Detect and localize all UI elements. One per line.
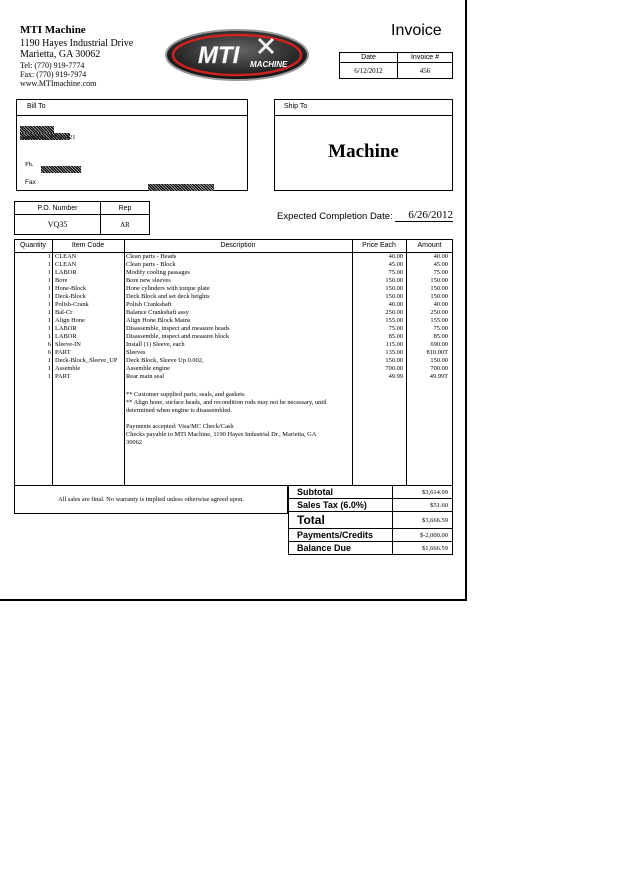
line-item-price: 75.00 xyxy=(388,325,403,332)
line-item-price: 150.00 xyxy=(385,285,403,292)
ship-to-name: Machine xyxy=(328,141,399,162)
line-item-code: Bal-Cr xyxy=(55,309,73,316)
line-item-desc: Polish Crankshaft xyxy=(126,301,172,308)
line-item-code: Bore xyxy=(55,277,68,284)
line-item-code: Hone-Block xyxy=(55,285,87,292)
line-item-qty: 1 xyxy=(47,293,51,300)
line-item-qty: 1 xyxy=(47,325,51,332)
line-item-price: 40.00 xyxy=(388,301,403,308)
company-tel: Tel: (770) 919-7774 xyxy=(20,61,85,70)
line-item-desc: Rear main seal xyxy=(126,373,164,380)
line-item-code: CLEAN xyxy=(55,261,77,268)
line-item-desc: Sleeves xyxy=(126,349,146,356)
col-header-quantity: Quantity xyxy=(19,242,47,249)
line-item-amount: 155.00 xyxy=(430,317,448,324)
line-item-code: LABOR xyxy=(55,269,77,276)
subtotal-label: Subtotal xyxy=(289,486,393,499)
col-header-description: Description xyxy=(220,242,256,249)
payments-label: Payments/Credits xyxy=(289,529,393,542)
sales-tax-label: Sales Tax (6.0%) xyxy=(289,499,393,512)
line-item-desc: Align Hone Block Mains xyxy=(126,317,191,324)
line-item-qty: 1 xyxy=(47,317,51,324)
line-item-code: Align Hone xyxy=(55,317,85,324)
price-column xyxy=(352,253,403,381)
note-line: Payments accepted: Visa/MC Check/Cash xyxy=(126,423,234,430)
total-label: Total xyxy=(289,512,393,529)
bill-to-label: Bill To xyxy=(17,100,247,116)
company-fax: Fax: (770) 919-7974 xyxy=(20,70,87,79)
payments-value: $-2,000.00 xyxy=(393,529,453,542)
line-item-qty: 1 xyxy=(47,277,51,284)
line-item-desc: Bore new sleeves xyxy=(126,277,171,284)
balance-due-value: $1,666.59 xyxy=(393,542,453,555)
total-value: $3,666.59 xyxy=(393,512,453,529)
line-item-code: CLEAN xyxy=(55,253,77,260)
invoice-notes xyxy=(126,391,351,447)
line-item-qty: 1 xyxy=(47,357,51,364)
company-address1: 1190 Hayes Industrial Drive xyxy=(20,38,134,49)
balance-due-label: Balance Due xyxy=(289,542,393,555)
line-item-amount: 690.00 xyxy=(430,341,448,348)
ship-to-box xyxy=(274,99,453,191)
line-item-amount: 45.00 xyxy=(433,261,448,268)
line-item-qty: 6 xyxy=(47,341,51,348)
company-address2: Marietta, GA 30062 xyxy=(20,49,101,60)
amount-column xyxy=(406,253,448,381)
line-item-code: PART xyxy=(55,373,71,380)
line-item-desc: Balance Crankshaft assy xyxy=(126,309,189,316)
line-item-price: 155.00 xyxy=(385,317,403,324)
completion-label: Expected Completion Date: xyxy=(277,211,393,222)
logo-text-sub: MACHINE xyxy=(250,60,288,69)
description-column xyxy=(126,253,351,381)
subtotal-value: $3,614.99 xyxy=(393,486,453,499)
date-header: Date xyxy=(340,53,398,63)
line-item-desc: Clean parts - Block xyxy=(126,261,176,268)
line-item-qty: 1 xyxy=(47,365,51,372)
line-item-code: LABOR xyxy=(55,333,77,340)
bill-to-phone-label: Ph. xyxy=(25,161,34,168)
line-item-amount: 40.00 xyxy=(433,253,448,260)
line-item-price: 250.00 xyxy=(385,309,403,316)
po-number-header: P.O. Number xyxy=(15,202,101,215)
line-item-code: PART xyxy=(55,349,71,356)
col-header-amount: Amount xyxy=(417,242,442,249)
item-code-column xyxy=(55,253,124,381)
line-item-desc: Deck Block, Sleeve Up 0.002, xyxy=(126,357,204,364)
line-item-amount: 250.00 xyxy=(430,309,448,316)
line-item-desc: Disassemble, inspect and measure block xyxy=(126,333,230,340)
note-line: ** Customer supplied parts, seals, and gaskets xyxy=(126,391,245,398)
line-item-desc: Install (1) Sleeve, each xyxy=(126,341,185,348)
line-item-amount: 150.00 xyxy=(430,357,448,364)
line-item-price: 75.00 xyxy=(388,269,403,276)
note-line: 30062 xyxy=(126,439,142,446)
line-item-qty: 1 xyxy=(47,261,51,268)
qty-column xyxy=(14,253,51,381)
line-item-code: Polish-Crank xyxy=(55,301,89,308)
po-rep-table xyxy=(14,201,150,235)
line-item-price: 49.99 xyxy=(388,373,403,380)
rep-header: Rep xyxy=(101,202,150,215)
line-item-desc: Assemble engine xyxy=(126,365,170,372)
line-item-price: 150.00 xyxy=(385,277,403,284)
line-item-amount: 700.00 xyxy=(430,365,448,372)
po-number: VQ35 xyxy=(15,215,101,235)
line-item-code: LABOR xyxy=(55,325,77,332)
line-item-price: 150.00 xyxy=(385,357,403,364)
company-website: www.MTImachine.com xyxy=(20,79,97,88)
line-item-qty: 1 xyxy=(47,333,51,340)
line-item-amount: 150.00 xyxy=(430,285,448,292)
line-item-qty: 1 xyxy=(47,309,51,316)
line-item-desc: Deck Block and set deck heights xyxy=(126,293,210,300)
redacted-phone xyxy=(41,166,81,173)
line-item-code: Deck-Block xyxy=(55,293,86,300)
line-item-qty: 1 xyxy=(47,285,51,292)
line-item-code: Sleeve-IN xyxy=(55,341,81,348)
line-item-desc: Disassemble, inspect and measure heads xyxy=(126,325,230,332)
redacted-fax xyxy=(148,184,214,191)
line-item-desc: Clean parts - Heads xyxy=(126,253,177,260)
line-item-qty: 1 xyxy=(47,301,51,308)
bill-to-fax-label: Fax xyxy=(25,179,36,186)
ship-to-label: Ship To xyxy=(275,100,452,116)
line-item-price: 150.00 xyxy=(385,293,403,300)
sales-tax-value: $51.60 xyxy=(393,499,453,512)
invoice-date: 6/12/2012 xyxy=(340,63,398,79)
line-item-code: Deck-Block_Sleeve_UP xyxy=(55,357,118,364)
rep-value: AR xyxy=(101,215,150,235)
invoice-title: Invoice xyxy=(391,22,442,39)
col-header-price-each: Price Each xyxy=(362,242,396,249)
line-item-desc: Modify cooling passages xyxy=(126,269,190,276)
footer-note-box xyxy=(14,485,288,514)
bill-to-box xyxy=(16,99,248,191)
line-item-price: 115.00 xyxy=(385,341,403,348)
invoice-date-table xyxy=(339,52,453,79)
line-item-price: 45.00 xyxy=(388,261,403,268)
footer-note: All sales are final. No warranty is implied unless otherwise agreed upon. xyxy=(58,496,244,503)
line-item-amount: 150.00 xyxy=(430,293,448,300)
totals-table xyxy=(288,485,453,555)
company-name: MTI Machine xyxy=(20,24,86,36)
note-line: Checks payable to MTI Machine, 1190 Hayes Industrial Dr., Marietta, GA xyxy=(126,431,317,438)
line-item-amount: 810.00T xyxy=(426,349,448,356)
line-item-amount: 75.00 xyxy=(433,325,448,332)
line-item-amount: 75.00 xyxy=(433,269,448,276)
line-item-amount: 49.99T xyxy=(429,373,448,380)
note-line xyxy=(126,415,351,423)
line-item-qty: 1 xyxy=(47,269,51,276)
company-logo xyxy=(164,27,310,82)
note-line: ** Align hone, surface heads, and recondition rods may not be necessary, until xyxy=(126,399,327,406)
bill-to-city: Andalusia, AL 36421 xyxy=(20,134,76,141)
line-item-qty: 1 xyxy=(47,373,51,380)
invoice-number: 456 xyxy=(398,63,453,79)
invoice-number-header: Invoice # xyxy=(398,53,453,63)
line-item-code: Assemble xyxy=(55,365,81,372)
line-item-price: 85.00 xyxy=(388,333,403,340)
line-item-price: 40.00 xyxy=(388,253,403,260)
line-item-amount: 85.00 xyxy=(433,333,448,340)
note-line: determined when engine is disassembled. xyxy=(126,407,232,414)
line-item-price: 135.00 xyxy=(385,349,403,356)
line-item-qty: 6 xyxy=(47,349,51,356)
line-item-amount: 150.00 xyxy=(430,277,448,284)
line-item-desc: Hone cylinders with torque plate xyxy=(126,285,210,292)
completion-date: 6/26/2012 xyxy=(395,209,453,222)
line-item-qty: 1 xyxy=(47,253,51,260)
col-header-item-code: Item Code xyxy=(71,242,105,249)
line-item-amount: 40.00 xyxy=(433,301,448,308)
line-item-price: 700.00 xyxy=(385,365,403,372)
logo-text-main: MTI xyxy=(198,42,240,69)
